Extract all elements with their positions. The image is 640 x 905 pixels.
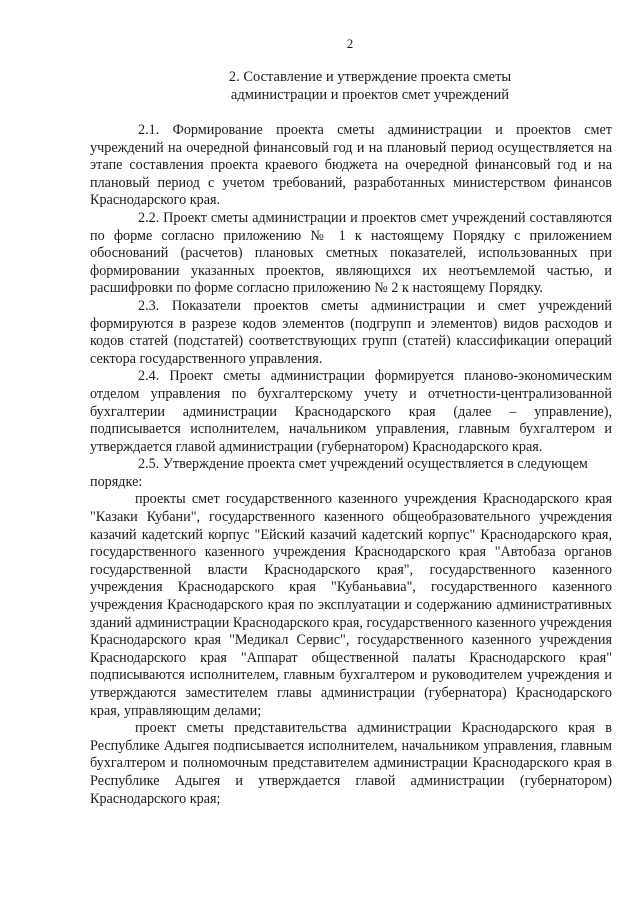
paragraph-institutions-estimates: проекты смет государственного казенного учреждения Краснодарского края "Казаки Кубани", государственного казенного общеобразовательного учреждения казачий кадетский корпус "Ейский казачий кадетский корпус" Краснодарского края, государственного казенного учреждения Краснодарского края "Автобаза органов государственной власти Краснодарского края", государственного казенного учреждения Краснодарского края "Кубаньавиа", государственного казенного учреждения Краснодарского края по эксплуатации и содержанию административных зданий администрации Краснодарского края, государственного казенного учреждения Краснодарского края "Медикал Сервис", государственного казенного учреждения Краснодарского края "Аппарат общественной палаты Краснодарского края" подписываются исполнителем, главным бухгалтером и руководителем учреждения и утверждаются заместителем главы администрации (губернатора) Краснодарского края, управляющим делами; <box>90 491 612 719</box>
paragraph-2-1: 2.1. Формирование проекта сметы администрации и проектов смет учреждений на очередной финансовый год и на плановый период осуществляется на этапе составления проекта краевого бюджета на очередной финансовый год и на плановый период с учетом требований, разработанных министерством финансов Краснодарского края. <box>90 122 612 209</box>
page-number: 2 <box>346 36 354 51</box>
body-text <box>90 122 612 808</box>
paragraph-2-5: 2.5. Утверждение проекта смет учреждений осуществляется в следующем порядке: <box>90 456 588 490</box>
paragraph-2-3: 2.3. Показатели проектов сметы администрации и смет учреждений формируются в разрезе кодов элементов (подгрупп и элементов) видов расходов и кодов статей (подстатей) соответствующих групп (статей) классификации операций сектора государственного управления. <box>90 297 612 367</box>
section-title-line-1: 2. Составление и утверждение проекта сметы <box>228 69 512 85</box>
paragraph-adygea-representation: проект сметы представительства администрации Краснодарского края в Республике Адыгея подписывается исполнителем, начальником управления, главным бухгалтером и полномочным представителем администрации Краснодарского края в Республике Адыгея и утверждается главой администрации (губернатором) Краснодарского края; <box>90 720 612 807</box>
paragraph-2-4: 2.4. Проект сметы администрации формируется планово-экономическим отделом управления по бухгалтерскому учету и отчетности-централизованной бухгалтерии администрации Краснодарского края (далее – управление), подписывается исполнителем, начальником управления, главным бухгалтером и утверждается главой администрации (губернатором) Краснодарского края. <box>90 368 612 455</box>
section-title-line-2: администрации и проектов смет учреждений <box>230 87 510 103</box>
section-title <box>150 68 590 104</box>
paragraph-2-2: 2.2. Проект сметы администрации и проектов смет учреждений составляются по форме согласно приложению № 1 к настоящему Порядку с приложением обоснований (расчетов) плановых сметных показателей, использованных при формировании указанных проектов, являющихся их неотъемлемой частью, и расшифровки по форме согласно приложению № 2 к настоящему Порядку. <box>90 209 612 297</box>
